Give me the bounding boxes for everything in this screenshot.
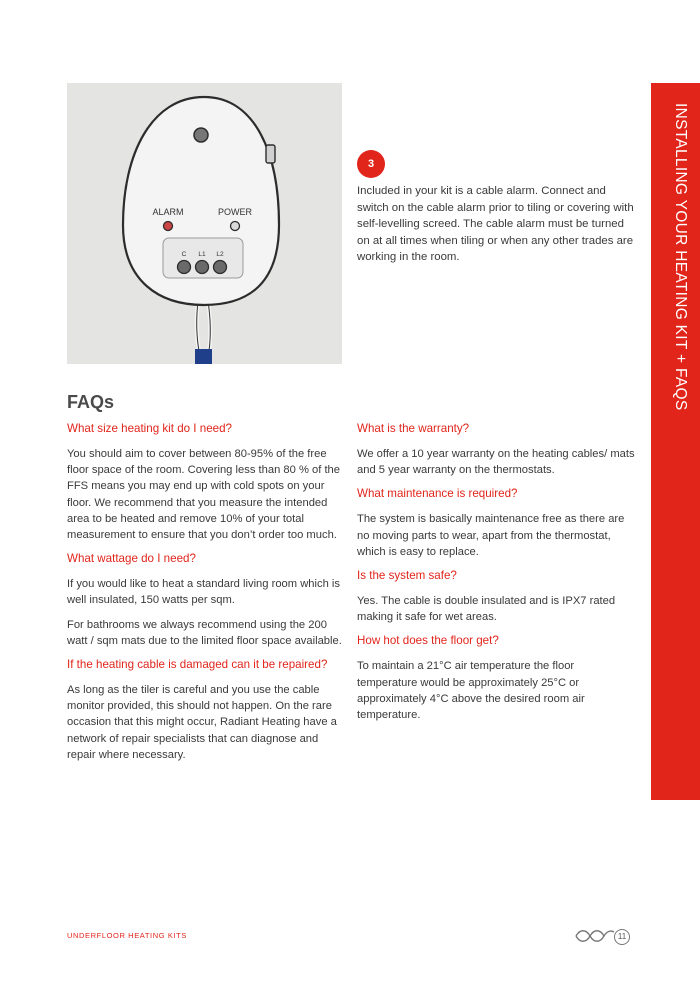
section-side-tab-label: INSTALLING YOUR HEATING KIT + FAQS [672, 103, 689, 411]
faq-column-left [67, 421, 343, 771]
footer-title: UNDERFLOOR HEATING KITS [67, 931, 187, 940]
terminal-l1-label: L1 [198, 251, 206, 258]
power-label: POWER [217, 207, 253, 217]
faq-answer: We offer a 10 year warranty on the heating cables/ mats and 5 year warranty on the thermostats. [357, 448, 635, 477]
faq-question: Is the system safe? [357, 569, 457, 583]
faq-answer: If you would like to heat a standard living room which is well insulated, 150 watts per sqm. [67, 578, 340, 607]
faq-column-right [357, 421, 637, 731]
faq-answer: As long as the tiler is careful and you use the cable monitor provided, this should not happen. On the rare occasion that this might occur, Radiant Heating have a network of repair specialists that can diagnose and repair where necessary. [67, 684, 337, 761]
faq-question: If the heating cable is damaged can it be repaired? [67, 658, 328, 672]
terminal-l2-label: L2 [216, 251, 224, 258]
step-text: Included in your kit is a cable alarm. Connect and switch on the cable alarm prior to tiling or covering with self-levelling screed. The cable alarm must be turned on at all times when tiling or when any other trades are working in the room. [357, 185, 634, 264]
faq-answer: To maintain a 21°C air temperature the floor temperature would be approximately 25°C or approximately 4°C above the desired room air temperature. [357, 660, 585, 722]
faq-answer: The system is basically maintenance free as there are no moving parts to wear, apart from the thermostat, which is easy to replace. [357, 513, 625, 558]
step-number-badge: 3 [357, 150, 385, 178]
faq-question: What wattage do I need? [67, 552, 196, 566]
brand-wave-icon [574, 927, 618, 945]
page-number: 11 [614, 929, 630, 945]
faq-question: What maintenance is required? [357, 487, 518, 501]
terminal-c-label: C [181, 251, 187, 258]
cable-alarm-image [67, 83, 342, 364]
alarm-label: ALARM [152, 207, 184, 217]
faq-answer: For bathrooms we always recommend using the 200 watt / sqm mats due to the limited floor space available. [67, 618, 342, 647]
faq-question: What size heating kit do I need? [67, 422, 232, 435]
faq-title: FAQs [67, 392, 115, 412]
faq-question: How hot does the floor get? [357, 634, 499, 648]
faq-answer: Yes. The cable is double insulated and is IPX7 rated making it safe for wet areas. [357, 595, 616, 624]
section-side-tab [651, 83, 700, 800]
faq-answer: You should aim to cover between 80-95% of the free floor space of the room. Covering less than 80 % of the FFS means you may end up with cold spots on your floor. We recommend that you measure the intended area to be heated and remove 10% of your total measurement to ensure that you don’t order too much. [67, 448, 341, 542]
faq-question: What is the warranty? [357, 422, 470, 435]
